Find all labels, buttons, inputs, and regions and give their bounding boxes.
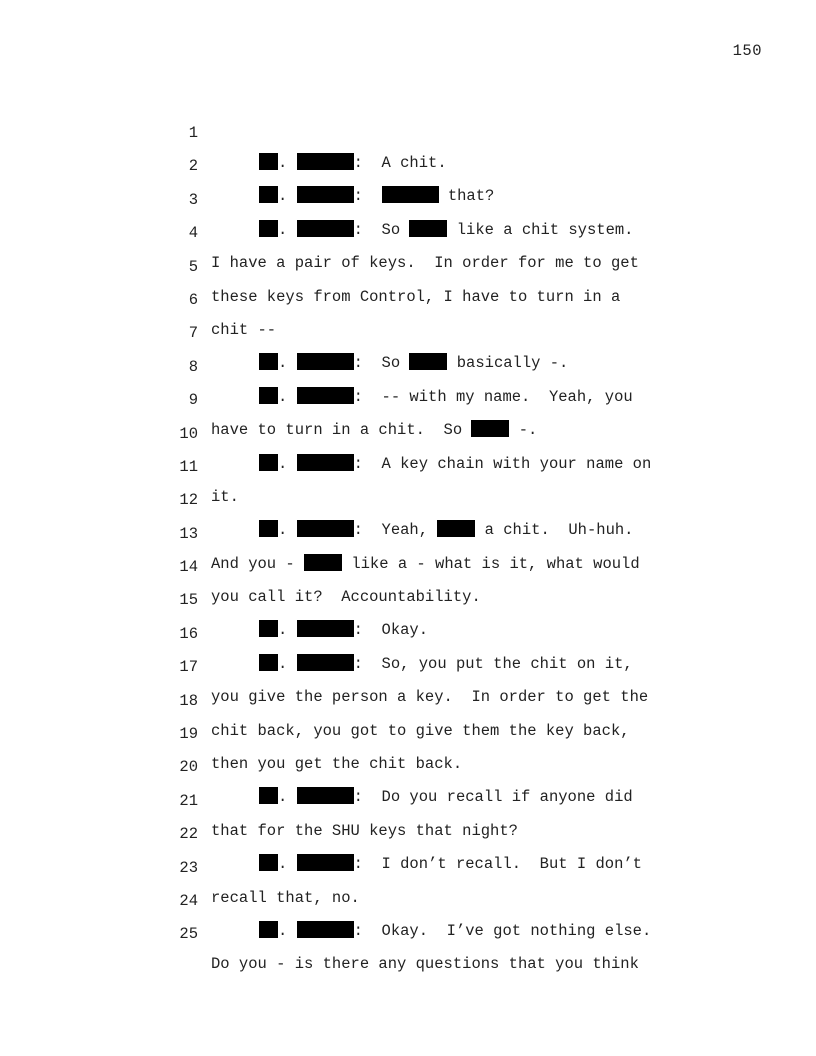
speaker-separator: .	[278, 654, 288, 673]
line-number: 15	[179, 591, 198, 610]
redaction-block	[259, 921, 278, 938]
line-segment: have to turn in a chit. So	[211, 421, 472, 440]
line-segment: a chit. Uh-huh.	[475, 521, 634, 540]
line-segment: :	[353, 187, 382, 206]
line-segment: that?	[438, 187, 495, 206]
line-segment: : So, you put the chit on it,	[353, 654, 633, 673]
line-number: 18	[179, 691, 198, 710]
line-number: 9	[188, 391, 198, 410]
speaker-separator: .	[278, 354, 288, 373]
line-segment: : So	[353, 220, 410, 239]
line-text: chit back, you got to give them the key back,	[211, 721, 630, 740]
line-text: it.	[211, 487, 239, 506]
line-number: 19	[179, 725, 198, 744]
speaker-separator: .	[278, 187, 288, 206]
speaker-separator: .	[278, 154, 288, 172]
speaker-separator: .	[278, 220, 288, 239]
line-segment: : Do you recall if anyone did	[353, 788, 633, 807]
line-segment: And you -	[211, 554, 305, 573]
speaker-separator: .	[278, 521, 288, 540]
speaker-separator: .	[278, 621, 288, 640]
line-segment: : -- with my name. Yeah, you	[353, 387, 633, 406]
speaker-separator: .	[278, 454, 288, 473]
line-number: 13	[179, 524, 198, 543]
line-segment: : I don’t recall. But I don’t	[353, 855, 642, 874]
line-segment: : A key chain with your name on	[353, 454, 652, 473]
line-number: 2	[188, 157, 198, 176]
line-segment: : A chit.	[353, 154, 447, 172]
line-number: 6	[188, 290, 198, 309]
line-number: 22	[179, 825, 198, 844]
line-segment: like a - what is it, what would	[342, 554, 640, 573]
line-number: 1	[188, 124, 198, 142]
line-number: 17	[179, 658, 198, 677]
line-text: recall that, no.	[211, 888, 360, 907]
speaker-separator: .	[278, 921, 288, 940]
speaker-separator: .	[278, 855, 288, 874]
line-number: 12	[179, 491, 198, 510]
line-segment: basically -.	[447, 354, 569, 373]
line-segment: : Okay.	[353, 621, 429, 640]
line-number: 3	[188, 190, 198, 209]
line-number: 10	[179, 424, 198, 443]
page-number: 150	[732, 42, 762, 60]
line-segment: : So	[353, 354, 410, 373]
line-text: these keys from Control, I have to turn in a	[211, 287, 621, 306]
line-text: I have a pair of keys. In order for me to get	[211, 254, 639, 273]
speaker-separator: .	[278, 788, 288, 807]
line-text: then you get the chit back.	[211, 755, 463, 774]
redaction-block	[297, 921, 354, 938]
line-text: chit --	[211, 320, 277, 339]
line-number: 21	[179, 791, 198, 810]
line-text: you give the person a key. In order to get the	[211, 688, 649, 707]
transcript-line	[0, 88, 816, 172]
line-number: 25	[179, 925, 198, 944]
line-segment: : Okay. I’ve got nothing else.	[353, 921, 652, 940]
line-text: Do you - is there any questions that you think	[211, 955, 639, 974]
line-number: 11	[179, 457, 198, 476]
line-number: 5	[188, 257, 198, 276]
line-segment: -.	[509, 421, 538, 440]
line-text: that for the SHU keys that night?	[211, 821, 518, 840]
line-number: 16	[179, 624, 198, 643]
line-segment: : Yeah,	[353, 521, 438, 540]
line-segment: like a chit system.	[447, 220, 634, 239]
line-number: 20	[179, 758, 198, 777]
line-number: 23	[179, 858, 198, 877]
line-number: 7	[188, 324, 198, 343]
line-number: 24	[179, 891, 198, 910]
transcript-body	[0, 88, 816, 974]
line-number: 8	[188, 357, 198, 376]
line-number: 4	[188, 224, 198, 243]
line-number: 14	[179, 558, 198, 577]
line-text: you call it? Accountability.	[211, 588, 481, 607]
speaker-separator: .	[278, 387, 288, 406]
